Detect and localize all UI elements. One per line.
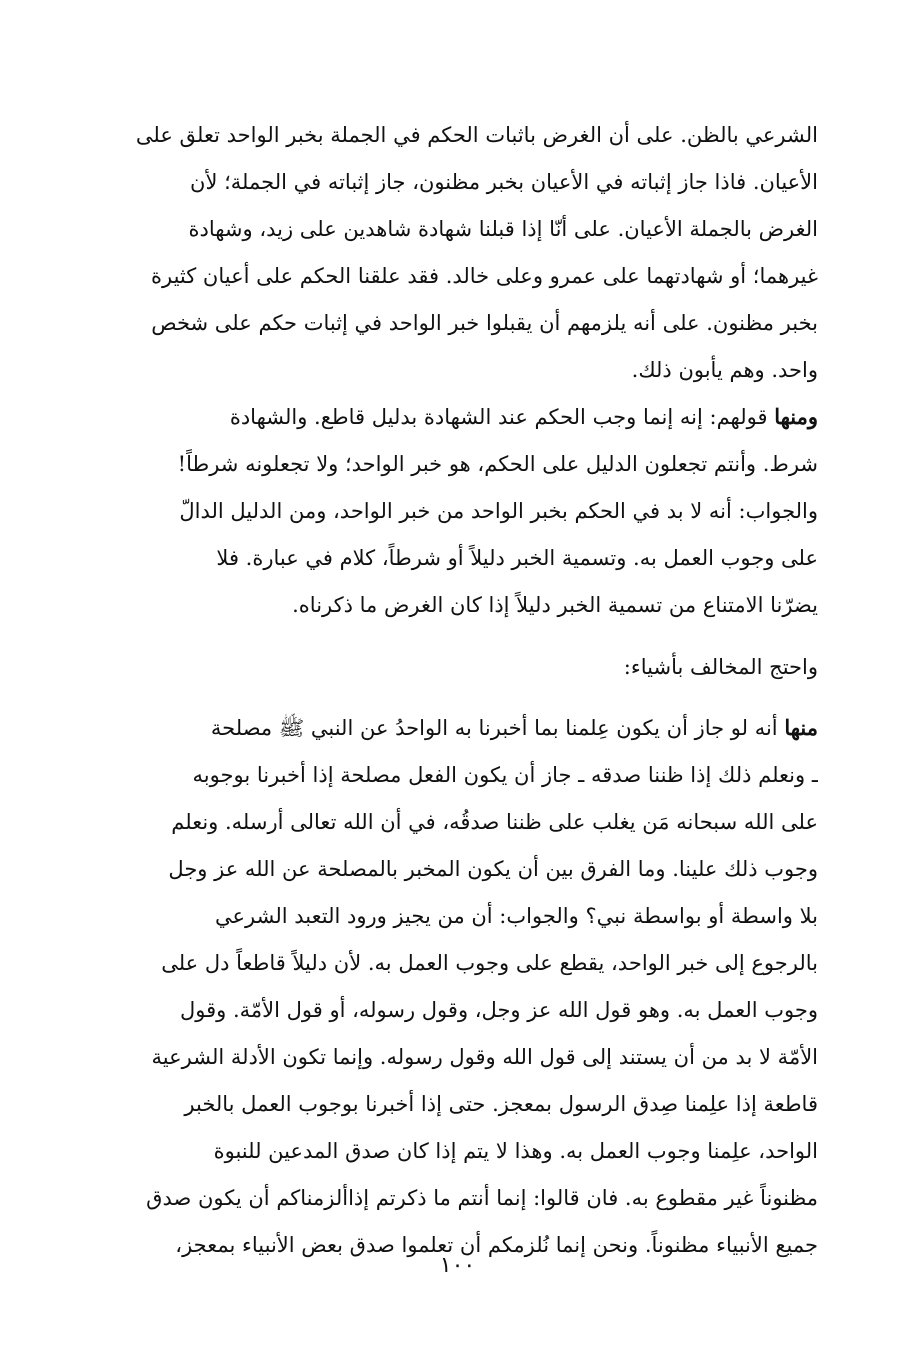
text-line: واحتج المخالف بأشياء: [623, 655, 818, 679]
text-line: الواحد، علِمنا وجوب العمل به. وهذا لا يتم إذا كان صدق المدعين للنبوة [213, 1139, 818, 1163]
text-line: بخبر مظنون. على أنه يلزمهم أن يقبلوا خبر الواحد في إثبات حكم على شخص [151, 311, 818, 335]
text-line: جميع الأنبياء مظنوناً. ونحن إنما نُلزمكم أن تعلموا صدق بعض الأنبياء بمعجز، [175, 1233, 818, 1257]
text-line: بالرجوع إلى خبر الواحد، يقطع على وجوب العمل به. لأن دليلاً قاطعاً دل على [161, 951, 818, 975]
paragraph-lead-word: ومنها [774, 404, 818, 429]
text-line [98, 393, 818, 441]
paragraph-lead-word: منها [784, 715, 818, 740]
text-line [98, 704, 818, 752]
text-line: ـ ونعلم ذلك إذا ظننا صدقه ـ جاز أن يكون الفعل مصلحة إذا أخبرنا بوجوبه [192, 763, 818, 787]
text-line: يضرّنا الامتناع من تسمية الخبر دليلاً إذا كان الغرض ما ذكرناه. [292, 593, 818, 617]
text-line: وجوب ذلك علينا. وما الفرق بين أن يكون المخبر بالمصلحة عن الله عز وجل [168, 857, 818, 881]
text-line: مظنوناً غير مقطوع به. فان قالوا: إنما أنتم ما ذكرتم إذاألزمناكم أن يكون صدق [146, 1186, 818, 1210]
text-line: والجواب: أنه لا بد في الحكم بخبر الواحد من خبر الواحد، ومن الدليل الدالّ [179, 499, 818, 523]
page-number: ١٠٠ [439, 1253, 476, 1278]
text-line: قاطعة إذا علِمنا صِدق الرسول بمعجز. حتى إذا أخبرنا بوجوب العمل بالخبر [184, 1092, 818, 1116]
text-line: الأعيان. فاذا جاز إثباته في الأعيان بخبر مظنون، جاز إثباته في الجملة؛ لأن [190, 170, 818, 194]
text-line: الشرعي بالظن. على أن الغرض باثبات الحكم في الجملة بخبر الواحد تعلق على [135, 123, 818, 147]
text-line: شرط. وأنتم تجعلون الدليل على الحكم، هو خبر الواحد؛ ولا تجعلونه شرطاً! [177, 452, 818, 476]
text-line: غيرهما؛ أو شهادتهما على عمرو وعلى خالد. فقد علقنا الحكم على أعيان كثيرة [150, 264, 818, 288]
text-line-rest: قولهم: إنه إنما وجب الحكم عند الشهادة بدليل قاطع. والشهادة [229, 405, 775, 429]
paragraph-2 [98, 393, 818, 629]
text-line: بلا واسطة أو بواسطة نبي؟ والجواب: أن من يجيز ورود التعبد الشرعي [215, 904, 818, 928]
text-line: واحد. وهم يأبون ذلك. [631, 358, 818, 382]
text-line: على الله سبحانه مَن يغلب على ظننا صدقُه، في أن الله تعالى أرسله. ونعلم [171, 810, 818, 834]
text-line: وجوب العمل به. وهو قول الله عز وجل، وقول رسوله، أو قول الأمّة. وقول [180, 998, 818, 1022]
paragraph-4 [98, 704, 818, 1269]
text-line: الغرض بالجملة الأعيان. على أنّا إذا قبلنا شهادة شاهدين على زيد، وشهادة [188, 217, 818, 241]
paragraph-3 [98, 644, 818, 691]
text-line-rest: أنه لو جاز أن يكون عِلمنا بما أخبرنا به الواحدُ عن النبي ﷺ مصلحة [210, 716, 785, 740]
text-line: على وجوب العمل به. وتسمية الخبر دليلاً أو شرطاً، كلام في عبارة. فلا [216, 546, 818, 570]
paragraph-1 [98, 112, 818, 394]
text-line: الأمّة لا بد من أن يستند إلى قول الله وقول رسوله. وإنما تكون الأدلة الشرعية [151, 1045, 818, 1069]
